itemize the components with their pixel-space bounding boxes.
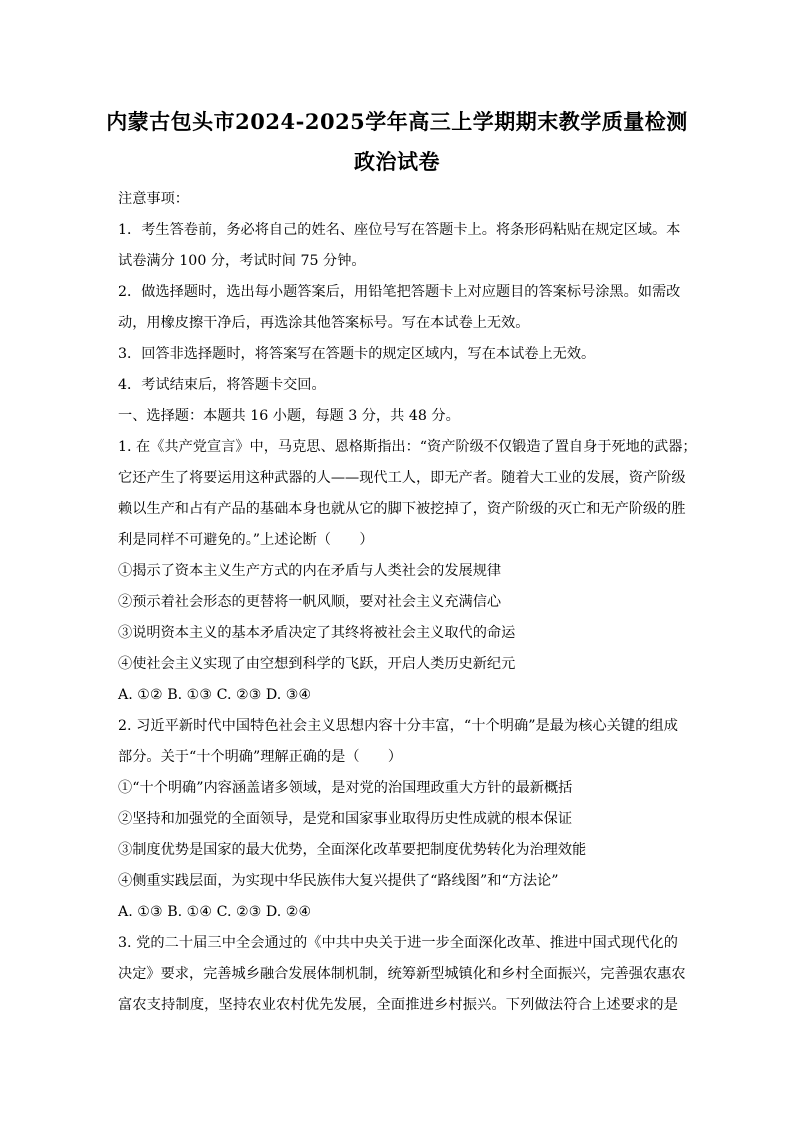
document-body bbox=[118, 184, 697, 1021]
question-1-stem-line-1: 1. 在《共产党宣言》中，马克思、恩格斯指出：“资产阶级不仅锻造了置自身于死地的武器； bbox=[118, 439, 697, 455]
question-2-option-1: ①“十个明确”内容涵盖诸多领域，是对党的治国理政重大方针的最新概括 bbox=[118, 780, 573, 796]
question-1-option-1: ①揭示了资本主义生产方式的内在矛盾与人类社会的发展规律 bbox=[118, 563, 502, 579]
question-1-stem-line-4: 利是同样不可避免的。”上述论断（ ） bbox=[118, 532, 374, 548]
document-subtitle: 政治试卷 bbox=[354, 149, 440, 174]
question-2-answer-choices: A. ①③ B. ①④ C. ②③ D. ②④ bbox=[118, 904, 312, 920]
notes-item-2-line-1: 2．做选择题时，选出每小题答案后，用铅笔把答题卡上对应题目的答案标号涂黑。如需改 bbox=[118, 284, 681, 300]
question-3-stem-line-3: 富农支持制度，坚持农业农村优先发展，全面推进乡村振兴。下列做法符合上述要求的是 bbox=[118, 997, 678, 1013]
notes-item-2-line-2: 动，用橡皮擦干净后，再选涂其他答案标号。写在本试卷上无效。 bbox=[118, 315, 530, 331]
notes-item-1-line-2: 试卷满分 100 分，考试时间 75 分钟。 bbox=[118, 253, 366, 269]
question-3-stem-line-2: 决定》要求，完善城乡融合发展体制机制，统筹新型城镇化和乡村全面振兴，完善强农惠农 bbox=[118, 966, 686, 982]
document-title: 内蒙古包头市2024-2025学年高三上学期期末教学质量检测 bbox=[106, 109, 688, 134]
notes-heading: 注意事项： bbox=[118, 191, 189, 207]
question-3-stem-line-1: 3. 党的二十届三中全会通过的《中共中央关于进一步全面深化改革、推进中国式现代化的 bbox=[118, 935, 678, 951]
question-2-option-2: ②坚持和加强党的全面领导，是党和国家事业取得历史性成就的根本保证 bbox=[118, 811, 573, 827]
question-1-stem-line-2: 它还产生了将要运用这种武器的人——现代工人，即无产者。随着大工业的发展，资产阶级 bbox=[118, 470, 686, 486]
section-heading: 一、选择题：本题共 16 小题，每题 3 分，共 48 分。 bbox=[118, 408, 460, 424]
question-1-option-3: ③说明资本主义的基本矛盾决定了其终将被社会主义取代的命运 bbox=[118, 625, 516, 641]
question-2-stem-line-1: 2. 习近平新时代中国特色社会主义思想内容十分丰富，“十个明确”是最为核心关键的组成 bbox=[118, 718, 678, 734]
question-2-option-4: ④侧重实践层面，为实现中华民族伟大复兴提供了“路线图”和“方法论” bbox=[118, 873, 559, 889]
question-1-answer-choices: A. ①② B. ①③ C. ②③ D. ③④ bbox=[118, 687, 312, 703]
question-2-stem-line-2: 部分。关于“十个明确”理解正确的是（ ） bbox=[118, 749, 403, 765]
notes-item-1-line-1: 1．考生答卷前，务必将自己的姓名、座位号写在答题卡上。将条形码粘贴在规定区域。本 bbox=[118, 222, 681, 238]
question-1-option-2: ②预示着社会形态的更替将一帆风顺，要对社会主义充满信心 bbox=[118, 594, 502, 610]
question-2-option-3: ③制度优势是国家的最大优势，全面深化改革要把制度优势转化为治理效能 bbox=[118, 842, 587, 858]
notes-item-3: 3．回答非选择题时，将答案写在答题卡的规定区域内，写在本试卷上无效。 bbox=[118, 346, 596, 362]
question-1-stem-line-3: 赖以生产和占有产品的基础本身也就从它的脚下被挖掉了，资产阶级的灭亡和无产阶级的胜 bbox=[118, 501, 686, 517]
question-1-option-4: ④使社会主义实现了由空想到科学的飞跃，开启人类历史新纪元 bbox=[118, 656, 516, 672]
notes-item-4: 4．考试结束后，将答题卡交回。 bbox=[118, 377, 326, 393]
